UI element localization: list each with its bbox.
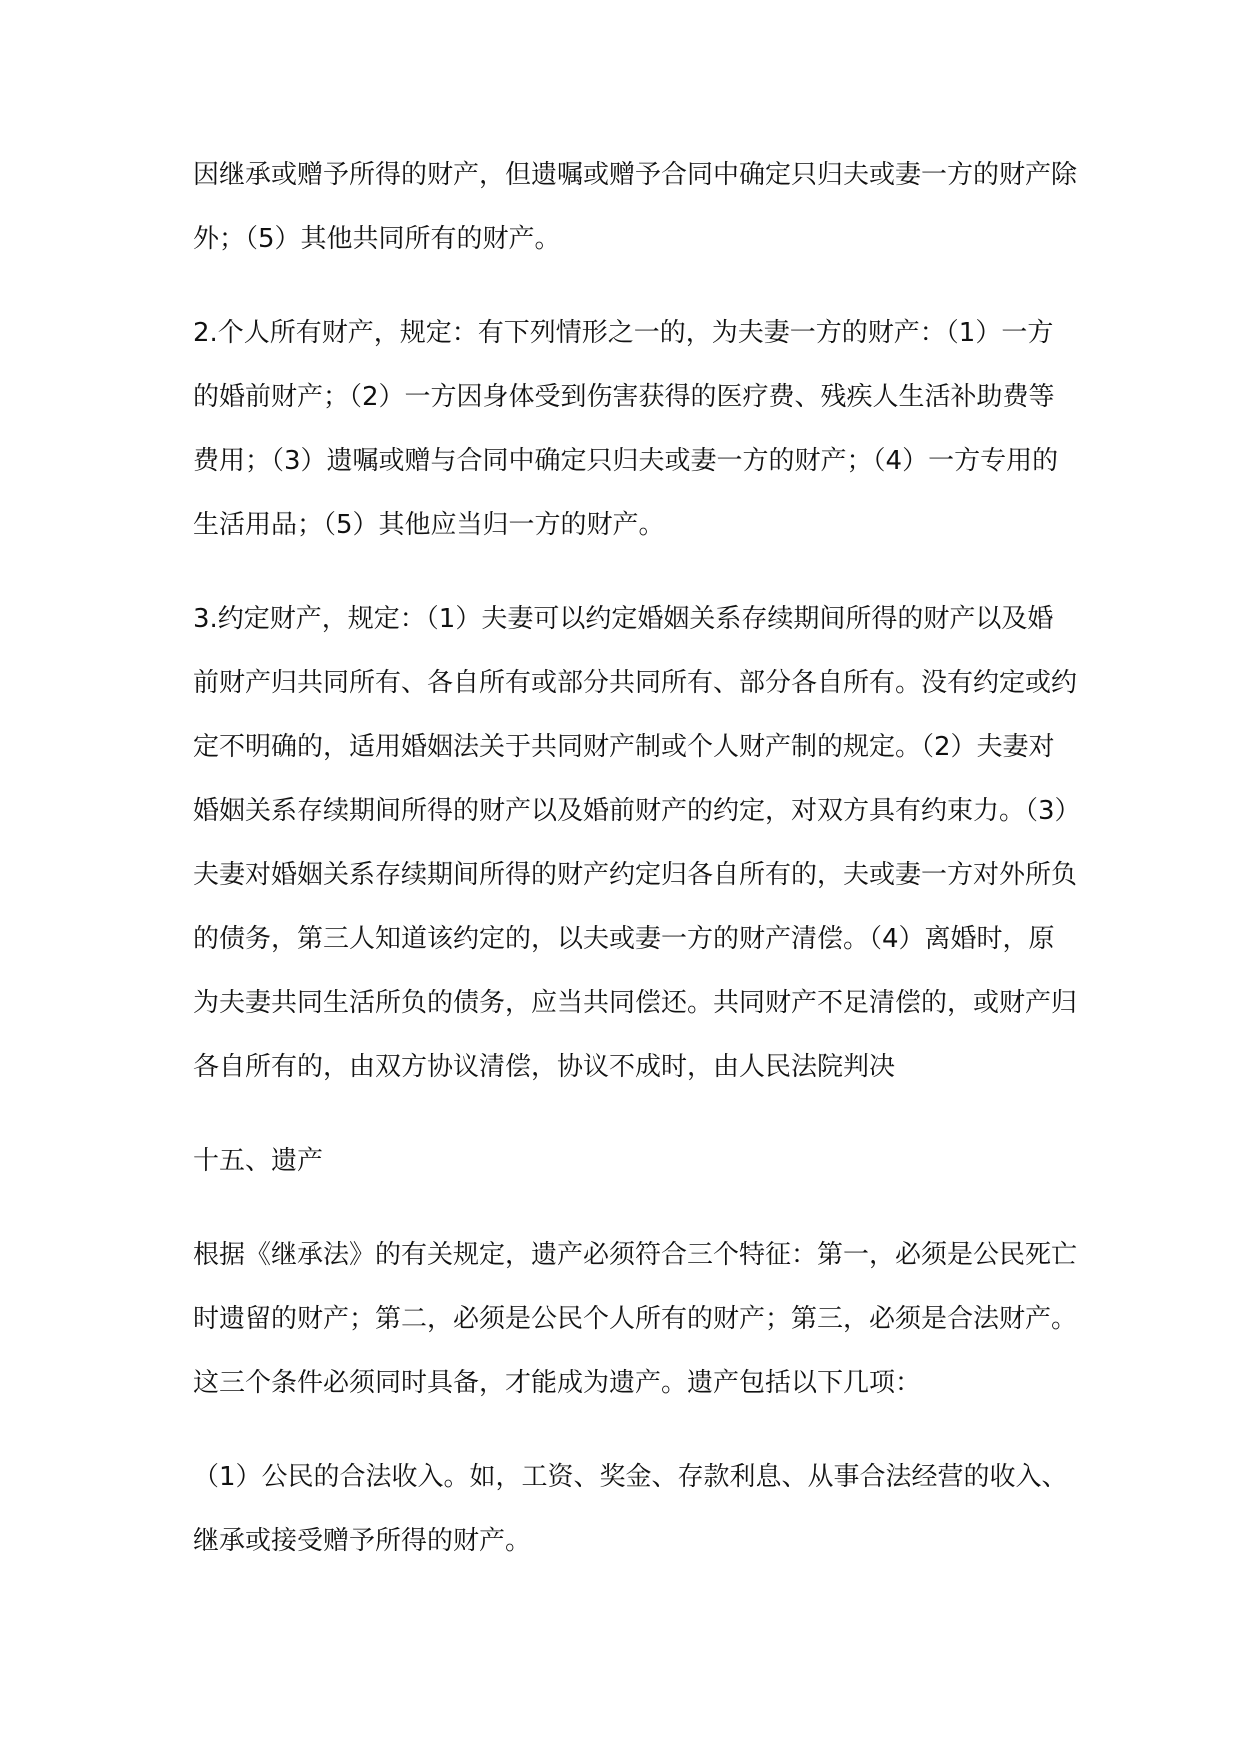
text-line: 定不明确的，适用婚姻法关于共同财产制或个人财产制的规定。（2）夫妻对 — [193, 732, 1055, 762]
text-line: 生活用品；（5）其他应当归一方的财产。 — [193, 510, 665, 540]
text-line: 费用；（3）遗嘱或赠与合同中确定只归夫或妻一方的财产；（4）一方专用的 — [193, 446, 1059, 476]
text-line: 前财产归共同所有、各自所有或部分共同所有、部分各自所有。没有约定或约 — [193, 668, 1078, 698]
text-line: 这三个条件必须同时具备，才能成为遗产。遗产包括以下几项： — [193, 1368, 922, 1398]
text-line: 2.个人所有财产，规定：有下列情形之一的，为夫妻一方的财产：（1）一方 — [193, 318, 1054, 348]
text-line: 3.约定财产，规定：（1）夫妻可以约定婚姻关系存续期间所得的财产以及婚 — [193, 604, 1054, 634]
text-line: 外；（5）其他共同所有的财产。 — [193, 224, 561, 254]
text-line: 时遗留的财产；第二，必须是公民个人所有的财产；第三，必须是合法财产。 — [193, 1304, 1078, 1334]
text-line: 为夫妻共同生活所负的债务，应当共同偿还。共同财产不足清偿的，或财产归 — [193, 988, 1078, 1018]
text-line: 婚姻关系存续期间所得的财产以及婚前财产的约定，对双方具有约束力。（3） — [193, 796, 1081, 826]
text-line: 因继承或赠予所得的财产，但遗嘱或赠予合同中确定只归夫或妻一方的财产除 — [193, 160, 1078, 190]
text-line: 夫妻对婚姻关系存续期间所得的财产约定归各自所有的，夫或妻一方对外所负 — [193, 860, 1078, 890]
text-line: （1）公民的合法收入。如，工资、奖金、存款利息、从事合法经营的收入、 — [193, 1462, 1068, 1492]
text-line: 各自所有的，由双方协议清偿，协议不成时，由人民法院判决 — [193, 1052, 896, 1082]
text-line: 继承或接受赠予所得的财产。 — [193, 1526, 532, 1556]
section-heading: 十五、遗产 — [193, 1146, 324, 1176]
text-line: 的债务，第三人知道该约定的，以夫或妻一方的财产清偿。（4）离婚时，原 — [193, 924, 1055, 954]
text-line: 的婚前财产；（2）一方因身体受到伤害获得的医疗费、残疾人生活补助费等 — [193, 382, 1055, 412]
text-line: 根据《继承法》的有关规定，遗产必须符合三个特征：第一，必须是公民死亡 — [193, 1240, 1078, 1270]
